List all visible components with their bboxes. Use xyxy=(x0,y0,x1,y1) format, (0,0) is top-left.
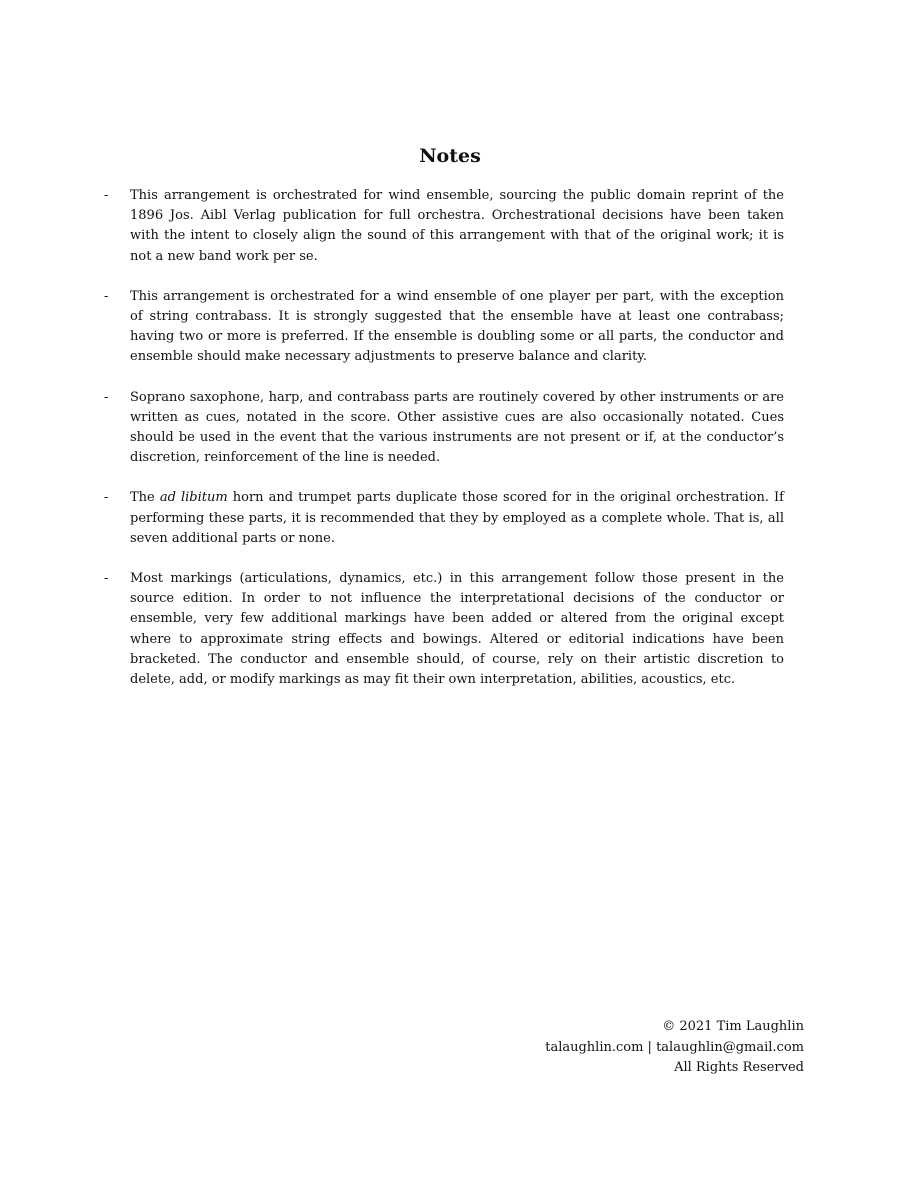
rights-line: All Rights Reserved xyxy=(674,1060,804,1075)
contact-line: talaughlin.com | talaughlin@gmail.com xyxy=(545,1039,804,1055)
note-text: Most markings (articulations, dynamics, etc.) in this arrangement follow those present in the source edition. In order to not influence the interpretational decisions of the conductor or ensemble, very few additional markings have been added or altered from the original except where to approximate string effects and bowings. Altered or editorial indications have been bracketed. The conductor and ensemble should, of course, rely on their artistic discretion to delete, add, or modify markings as may fit their own interpretation, abilities, acoustics, etc. xyxy=(130,571,784,688)
note-item xyxy=(104,186,784,267)
note-bullet: - xyxy=(104,288,109,304)
note-bullet: - xyxy=(104,571,109,587)
notes-list xyxy=(104,186,784,710)
note-text: Soprano saxophone, harp, and contrabass parts are routinely covered by other instruments or are written as cues, notated in the score. Other assistive cues are also occasionally notated. Cues should be used in the event that the various instruments are not present or if, at the conductor’s discretion, reinforcement of the line is needed. xyxy=(130,389,784,466)
note-text: This arrangement is orchestrated for a wind ensemble of one player per part, with the exception of string contrabass. It is strongly suggested that the ensemble have at least one contrabass; having two or more is preferred. If the ensemble is doubling some or all parts, the conductor and ensemble should make necessary adjustments to preserve balance and clarity. xyxy=(130,288,784,365)
note-bullet: - xyxy=(104,389,109,405)
note-item xyxy=(104,569,784,690)
copyright-footer xyxy=(545,1017,804,1079)
note-item xyxy=(104,488,784,549)
note-bullet: - xyxy=(104,490,109,506)
note-text xyxy=(130,488,784,549)
page-title: Notes xyxy=(419,145,481,167)
copyright-line: © 2021 Tim Laughlin xyxy=(662,1019,804,1034)
note-text-italic: ad libitum xyxy=(159,490,228,506)
note-text-suffix: horn and trumpet parts duplicate those scored for in the original orchestration. If performing these parts, it is recommended that they by employed as a complete whole. That is, all seven additional parts or none. xyxy=(130,490,784,546)
note-text: This arrangement is orchestrated for wind ensemble, sourcing the public domain reprint of the 1896 Jos. Aibl Verlag publication for full orchestra. Orchestrational decisions have been taken with the intent to closely align the sound of this arrangement with that of the original work; it is not a new band work per se. xyxy=(130,188,784,264)
note-bullet: - xyxy=(104,188,109,203)
note-text-prefix: The xyxy=(130,490,160,506)
note-item xyxy=(104,287,784,368)
note-item xyxy=(104,388,784,469)
